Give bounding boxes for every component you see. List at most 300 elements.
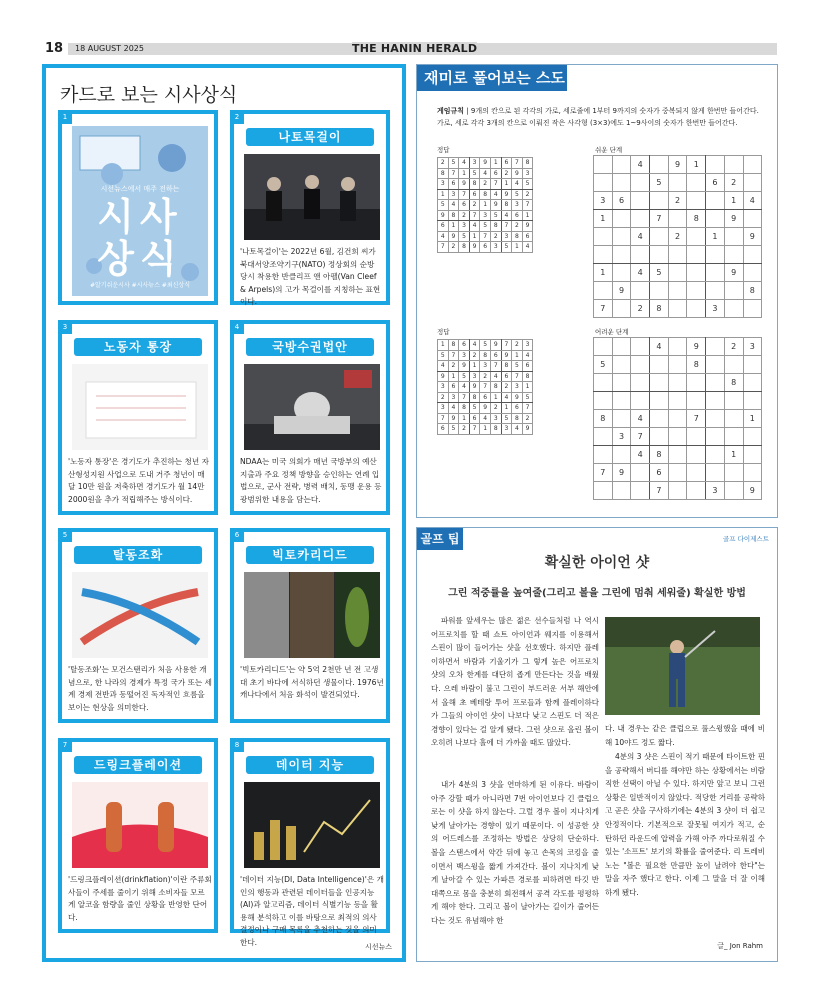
sudoku-cell: 8 [501,200,512,211]
sudoku-cell: 9 [501,350,512,361]
card-title: 국방수권법안 [246,338,374,356]
sudoku-cell: 8 [522,158,533,169]
card-text: '나토목걸이'는 2022년 6월, 김건희 씨가 북대서양조약기구(NATO) 정상회의 순방 당시 착용한 반클리프 앤 아펠(Van Cleef & Arpels)의 고가 목걸이를 지칭하는 표현이다. [240,247,381,306]
sudoku-cell [631,392,650,410]
golf-source: 골프 다이제스트 [722,535,769,543]
sudoku-cell: 8 [490,424,501,435]
sudoku-cell [631,246,650,264]
sudoku-cell: 4 [480,413,491,424]
card-drinkflation [58,738,218,933]
sudoku-cell [706,192,725,210]
sudoku-cell: 9 [743,482,762,500]
sudoku-cell: 4 [650,338,669,356]
sudoku-cell: 5 [469,168,480,179]
sudoku-cell: 9 [438,371,449,382]
sudoku-cell: 6 [512,210,523,221]
card-worker-account [58,320,218,515]
sudoku-cell [706,392,725,410]
sudoku-cell: 5 [459,371,470,382]
sudoku-cell [612,156,631,174]
sudoku-cell: 2 [501,382,512,393]
card-number: 7 [58,738,72,752]
sudoku-cell: 4 [448,200,459,211]
golf-title: 확실한 아이언 샷 [544,555,650,571]
sudoku-cell: 1 [501,403,512,414]
sudoku-cell: 3 [448,189,459,200]
sudoku-cell: 6 [448,179,459,190]
sudoku-cell [687,428,706,446]
sudoku-cell: 1 [522,210,533,221]
sudoku-cell: 7 [522,403,533,414]
sudoku-cell: 9 [522,221,533,232]
sudoku-cell: 7 [501,221,512,232]
sudoku-cell: 1 [594,264,613,282]
sudoku-cell: 2 [469,200,480,211]
sudoku-cell [706,246,725,264]
rules-text: 9개의 칸으로 된 각각의 가로, 세로줄에 1부터 9까지의 숫자가 중복되지 않게 한번만 들어간다. 가로, 세로 각각 3개의 칸으로 이뤄진 작은 사각형 (3×3)에도 1~9사이의 숫자가 한번만 들어간다. [437,107,759,127]
sudoku-cell: 3 [438,403,449,414]
sudoku-cell: 8 [512,231,523,242]
page-number: 18 [45,41,68,56]
sudoku-cell: 3 [612,428,631,446]
sudoku-cell: 8 [480,350,491,361]
sudoku-cell: 4 [512,424,523,435]
sudoku-cell: 9 [522,424,533,435]
easy-label: 쉬운 단계 [595,146,623,154]
sudoku-cell: 8 [490,382,501,393]
sudoku-cell [668,392,687,410]
card-ndaa [230,320,390,515]
sudoku-cell: 6 [469,189,480,200]
card-number: 1 [58,110,72,124]
card-text: '노동자 통장'은 경기도가 추진하는 청년 자산형성지원 사업으로 도내 거주 청년이 매달 10만 원을 저축하면 경기도가 월 14만2000원을 추가 적립해주는 방식이다. [68,457,209,504]
sudoku-cell [594,246,613,264]
sudoku-panel [416,64,778,518]
sudoku-cell: 8 [743,282,762,300]
sudoku-cell [706,428,725,446]
golf-col-3b: 4분의 3 샷은 스핀이 적기 때문에 타이트한 핀을 공략해서 버디를 해야만 하는 상황에서는 비람직한 선택이 아닐 수 있다. 하지만 앞고 보니 그런 상황은 일반적이지 않았다. 적당한 거리를 공략하고 곧은 샷을 구사하기에는 4분의 3 샷이 더 쉽고 안정적이다. 기본적으로 잘못될 여지가 적고, 순탄하던 라운드에 압력을 가해 아주 까다로워질 수 있는 '소프트' 보기의 확률을 줄여준다. 리 트레비노는 "볼은 필요한 만큼만 높이 날려야 한다"는 말을 자주 했다고 한다. 이제 그 말을 더 잘 이해하게 됐다. [605,752,765,897]
sudoku-cell: 8 [469,392,480,403]
sudoku-cell [706,338,725,356]
card-title: 데이터 지능 [246,756,374,774]
sudoku-cell: 3 [743,338,762,356]
sudoku-cell: 6 [438,221,449,232]
golf-subtitle: 그린 적중률을 높여줄(그리고 볼을 그린에 멈춰 세워줄) 확실한 방법 [448,588,746,599]
sudoku-cell: 3 [480,361,491,372]
sudoku-cell [594,428,613,446]
sudoku-cell [743,464,762,482]
sudoku-cell: 4 [438,361,449,372]
sudoku-cell [687,228,706,246]
golf-tip-panel [416,527,778,962]
sudoku-cell: 6 [512,403,523,414]
sudoku-cell: 3 [522,340,533,351]
sudoku-cell [687,282,706,300]
sudoku-cell: 7 [594,464,613,482]
sudoku-cell [724,356,743,374]
sudoku-header: 재미로 풀어보는 스도쿠 [417,65,567,91]
sudoku-cell [631,464,650,482]
sudoku-cell [612,264,631,282]
sudoku-cell [631,210,650,228]
sudoku-cell: 4 [631,446,650,464]
sudoku-cell [631,482,650,500]
sudoku-cell: 9 [512,392,523,403]
sudoku-cell: 4 [469,340,480,351]
sudoku-cell: 7 [469,424,480,435]
sudoku-cell: 4 [522,350,533,361]
sudoku-cell [668,174,687,192]
hard-label: 어려운 단계 [595,328,629,336]
sudoku-cell: 5 [438,350,449,361]
sudoku-cell: 3 [490,242,501,253]
sudoku-cell [724,392,743,410]
card-title: 빅토카리디드 [246,546,374,564]
sudoku-cell: 6 [459,340,470,351]
sudoku-cell: 4 [501,392,512,403]
golf-header: 골프 팁 [417,528,463,550]
bottles-image [72,782,208,868]
sudoku-cell: 5 [501,242,512,253]
sudoku-cell: 8 [469,179,480,190]
sudoku-cell [706,446,725,464]
sudoku-cell: 8 [650,300,669,318]
sudoku-cell: 1 [469,361,480,372]
sudoku-cell: 2 [480,179,491,190]
sudoku-cell: 6 [522,361,533,372]
sudoku-cell: 3 [459,350,470,361]
sudoku-cell: 4 [438,231,449,242]
sudoku-cell: 5 [459,231,470,242]
sudoku-cell: 5 [512,361,523,372]
sudoku-cell [612,174,631,192]
sudoku-cell: 6 [480,392,491,403]
card-vetocaridid [230,528,390,723]
cover-title-1: 시사 [97,195,183,239]
sudoku-cell [612,210,631,228]
sudoku-cell: 9 [480,403,491,414]
card-decoupling [58,528,218,723]
sudoku-cell: 7 [650,210,669,228]
sudoku-cell: 5 [448,158,459,169]
sudoku-cell: 8 [687,356,706,374]
sudoku-cell: 8 [480,189,491,200]
sudoku-cell [687,264,706,282]
answer-label-1: 정답 [437,146,450,154]
sudoku-cell [594,282,613,300]
sudoku-cell: 1 [724,446,743,464]
data-chart-image [244,782,380,868]
card-number: 6 [230,528,244,542]
sudoku-cell: 6 [469,413,480,424]
sudoku-cell [612,246,631,264]
sudoku-cell: 2 [459,424,470,435]
sudoku-cell: 3 [490,413,501,424]
sudoku-cell: 2 [480,371,491,382]
sudoku-cell [706,410,725,428]
sudoku-cell: 1 [469,231,480,242]
sudoku-cell [650,192,669,210]
sudoku-cell: 8 [687,210,706,228]
sudoku-cell [706,156,725,174]
sudoku-cell: 8 [438,168,449,179]
sudoku-cell [631,282,650,300]
sudoku-cell: 6 [490,168,501,179]
sudoku-cell [706,374,725,392]
sudoku-cell: 6 [501,158,512,169]
sudoku-cell: 8 [448,340,459,351]
answer-grid-hard [437,339,533,435]
sudoku-cell: 1 [743,410,762,428]
sudoku-cell: 1 [490,392,501,403]
sudoku-cell: 1 [724,192,743,210]
sudoku-cell [743,264,762,282]
sudoku-cell: 8 [594,410,613,428]
sudoku-cell: 5 [594,356,613,374]
sudoku-cell [724,156,743,174]
sudoku-cell: 9 [501,189,512,200]
sudoku-cell [706,356,725,374]
sudoku-cell: 7 [512,158,523,169]
sudoku-cell [594,228,613,246]
sudoku-cell: 1 [480,200,491,211]
sudoku-cell: 9 [512,168,523,179]
sudoku-cell: 2 [438,158,449,169]
sudoku-cell [743,446,762,464]
golf-author: 글_ Jon Rahm [717,942,763,950]
sudoku-cell [687,446,706,464]
sudoku-cell: 1 [438,189,449,200]
sudoku-cell: 7 [480,382,491,393]
sudoku-cell: 3 [469,371,480,382]
sudoku-cell: 1 [522,382,533,393]
sudoku-cell [743,356,762,374]
sudoku-cell [668,246,687,264]
sudoku-cell: 2 [438,392,449,403]
sudoku-cell [612,410,631,428]
sudoku-cell [668,300,687,318]
sudoku-cell: 9 [743,228,762,246]
capitol-photo [244,364,380,450]
sudoku-cell: 1 [459,168,470,179]
sudoku-cell [594,392,613,410]
sudoku-cell [668,410,687,428]
sudoku-cell: 9 [490,200,501,211]
sudoku-cell: 8 [724,374,743,392]
sudoku-cell [706,210,725,228]
sudoku-cell [743,174,762,192]
sudoku-cell: 5 [522,392,533,403]
sudoku-cell: 8 [522,371,533,382]
sudoku-cell: 9 [687,338,706,356]
sudoku-cell: 6 [706,174,725,192]
sudoku-cell [724,228,743,246]
sudoku-cell: 3 [512,200,523,211]
sudoku-cell: 1 [512,350,523,361]
sudoku-rules: 게임규칙 | 9개의 칸으로 된 각각의 가로, 세로줄에 1부터 9까지의 숫자가 중복되지 않게 한번만 들어간다. 가로, 세로 각각 3개의 칸으로 이뤄진 작은 사각형 (3×3)에도 1~9사이의 숫자가 한번만 들어간다. [437,107,759,127]
sudoku-cell: 8 [650,446,669,464]
sudoku-cell: 4 [501,210,512,221]
sudoku-cell: 3 [459,221,470,232]
sudoku-cell: 9 [480,158,491,169]
sudoku-cell [724,300,743,318]
golfer-photo [605,617,760,715]
sudoku-cell [612,300,631,318]
sudoku-cell [594,338,613,356]
sudoku-cell: 4 [631,156,650,174]
sudoku-cell: 7 [631,428,650,446]
sudoku-cell: 9 [724,264,743,282]
sudoku-cell: 1 [706,228,725,246]
sudoku-cell: 2 [631,300,650,318]
sudoku-cell [631,174,650,192]
sudoku-cell: 7 [438,413,449,424]
sudoku-cell: 3 [501,231,512,242]
sudoku-cell: 2 [459,210,470,221]
sudoku-cell: 1 [459,413,470,424]
sudoku-cell: 4 [469,221,480,232]
sudoku-cell: 7 [490,179,501,190]
sudoku-cell [650,228,669,246]
sudoku-cell: 5 [522,179,533,190]
sudoku-cell: 2 [668,192,687,210]
sudoku-cell: 2 [724,174,743,192]
sudoku-cell: 4 [631,228,650,246]
fossil-photo [244,572,380,658]
card-text: '드링크플레이션(drinkflation)'이란 주류회사들이 주세를 줄이기 위해 소비자들 모르게 알코올 함량을 줄인 상황을 반영한 단어다. [68,875,212,922]
sudoku-cell: 7 [594,300,613,318]
sudoku-cell [594,156,613,174]
sudoku-cell: 4 [459,158,470,169]
card-text: '데이터 지능(DI, Data Intelligence)'은 개인의 행동과 관련된 데이터들을 인공지능(AI)과 알고리즘, 데이터 식별기능 등을 활용해 분석하고 이를 바탕으로 최적의 의사결정이나 구매 목록을 추천하는 것을 의미한다. [240,875,384,947]
sudoku-cell: 4 [490,189,501,200]
sudoku-cell: 2 [469,350,480,361]
sudoku-cell: 2 [448,242,459,253]
sudoku-cell [650,374,669,392]
sudoku-cell [668,282,687,300]
sudoku-cell [650,246,669,264]
sudoku-cell: 9 [459,179,470,190]
sudoku-cell [650,392,669,410]
sudoku-cell: 3 [448,392,459,403]
sudoku-cell [724,482,743,500]
card-number: 8 [230,738,244,752]
sudoku-cell: 3 [469,158,480,169]
sudoku-cell [631,192,650,210]
sudoku-cell: 7 [522,200,533,211]
answer-grid-easy [437,157,533,253]
sudoku-cell: 4 [480,168,491,179]
source-credit: 시선뉴스 [364,943,392,951]
golf-col-2: 내가 4분의 3 샷을 연마하게 된 이유다. 바람이 아주 강할 때가 아니라면 7번 아이언보다 긴 클럽으로는 이 샷을 하지 않는다. 그럴 경우 볼이 지나치게 낮게 날아가는 경향이 있기 때문이다. 이 성공한 샷의 어드레스를 조정하는 방법은 상당히 단순하다. 볼을 스탠스에서 약간 뒤에 놓고 손목의 코킹을 줄이면서 백스윙을 짧게 가져간다. 볼이 지나치게 낮게 날아갈 수 있는 가파른 경로를 피하려면 타깃 반대쪽으로 몸을 충분히 회전해서 공격 각도를 평평하게 해야 한다. 그리고 볼이 날아가는 길이가 줄어든다는 것도 유념해야 한 [431,780,599,925]
sudoku-cell: 6 [501,371,512,382]
sudoku-cell [687,392,706,410]
sudoku-cell: 7 [469,210,480,221]
sudoku-cell: 5 [490,210,501,221]
sudoku-cell: 3 [480,210,491,221]
sudoku-cell [743,392,762,410]
sudoku-cell [743,374,762,392]
sudoku-cell [668,338,687,356]
sudoku-cell: 7 [448,350,459,361]
card-cover [58,110,218,305]
card-number: 4 [230,320,244,334]
sudoku-cell [743,156,762,174]
sudoku-cell: 5 [501,413,512,424]
sudoku-cell: 2 [522,413,533,424]
sudoku-cell [612,482,631,500]
sudoku-cell: 6 [612,192,631,210]
sudoku-cell: 1 [448,371,459,382]
sudoku-cell: 3 [594,192,613,210]
sudoku-cell [687,300,706,318]
sudoku-cell: 3 [438,179,449,190]
sudoku-cell: 4 [459,382,470,393]
card-title: 드링크플레이션 [74,756,202,774]
rules-label: 게임규칙 [437,107,465,115]
sudoku-cell: 5 [448,424,459,435]
sudoku-cell: 8 [459,242,470,253]
sudoku-cell: 5 [650,174,669,192]
cover-title-2: 상식 [97,237,183,281]
sudoku-cell: 7 [512,371,523,382]
sudoku-cell [631,374,650,392]
sudoku-cell [668,210,687,228]
sudoku-cell: 1 [448,221,459,232]
sudoku-cell [743,210,762,228]
sudoku-cell: 5 [469,403,480,414]
card-text: NDAA는 미국 의회가 매년 국방부의 예산 지출과 주요 정책 방향을 승인하는 연례 입법으로, 군사 전략, 병력 배치, 동맹 운용 등 광범위한 내용을 담는다. [240,457,382,504]
sudoku-cell: 7 [490,361,501,372]
sudoku-cell [631,356,650,374]
card-text: '빅토카리디드'는 약 5억 2천만 년 전 고생대 초기 바다에 서식하던 생물이다. 1976년 캐나다에서 처음 화석이 발견되었다. [240,665,384,699]
golf-col-3a: 다. 내 경우는 같은 클럽으로 풀스윙했을 때에 비해 10야드 정도 짧다. [605,724,765,747]
sudoku-cell: 2 [522,189,533,200]
sudoku-cell [668,264,687,282]
sudoku-cell: 1 [687,156,706,174]
sudoku-cell [612,356,631,374]
sudoku-cell [724,282,743,300]
sudoku-cell: 3 [706,482,725,500]
card-number: 3 [58,320,72,334]
sudoku-cell: 4 [631,264,650,282]
sudoku-cell [724,428,743,446]
sudoku-cell [724,464,743,482]
sudoku-cell [612,392,631,410]
sudoku-cell: 4 [631,410,650,428]
card-number: 2 [230,110,244,124]
sudoku-cell: 6 [650,464,669,482]
news-cards-panel [42,64,406,962]
sudoku-cell: 9 [448,231,459,242]
sudoku-cell: 9 [724,210,743,228]
card-text: '탈동조화'는 모건스탠리가 처음 사용한 개념으로, 한 나라의 경제가 특정 국가 또는 세계 경제 전반과 동떨어진 독자적인 흐름을 보이는 현상을 의미한다. [68,665,213,712]
card-title: 탈동조화 [74,546,202,564]
puzzle-grid-hard [593,337,762,500]
sudoku-cell: 5 [480,340,491,351]
sudoku-cell: 4 [448,403,459,414]
card-title: 노동자 통장 [74,338,202,356]
sudoku-cell [612,374,631,392]
sudoku-cell [687,246,706,264]
sudoku-cell: 8 [448,210,459,221]
card-data-intelligence [230,738,390,947]
sudoku-cell: 7 [480,231,491,242]
panel-title: 카드로 보는 시사상식 [60,84,238,106]
sudoku-cell: 2 [501,168,512,179]
sudoku-cell [594,446,613,464]
sudoku-cell [668,464,687,482]
